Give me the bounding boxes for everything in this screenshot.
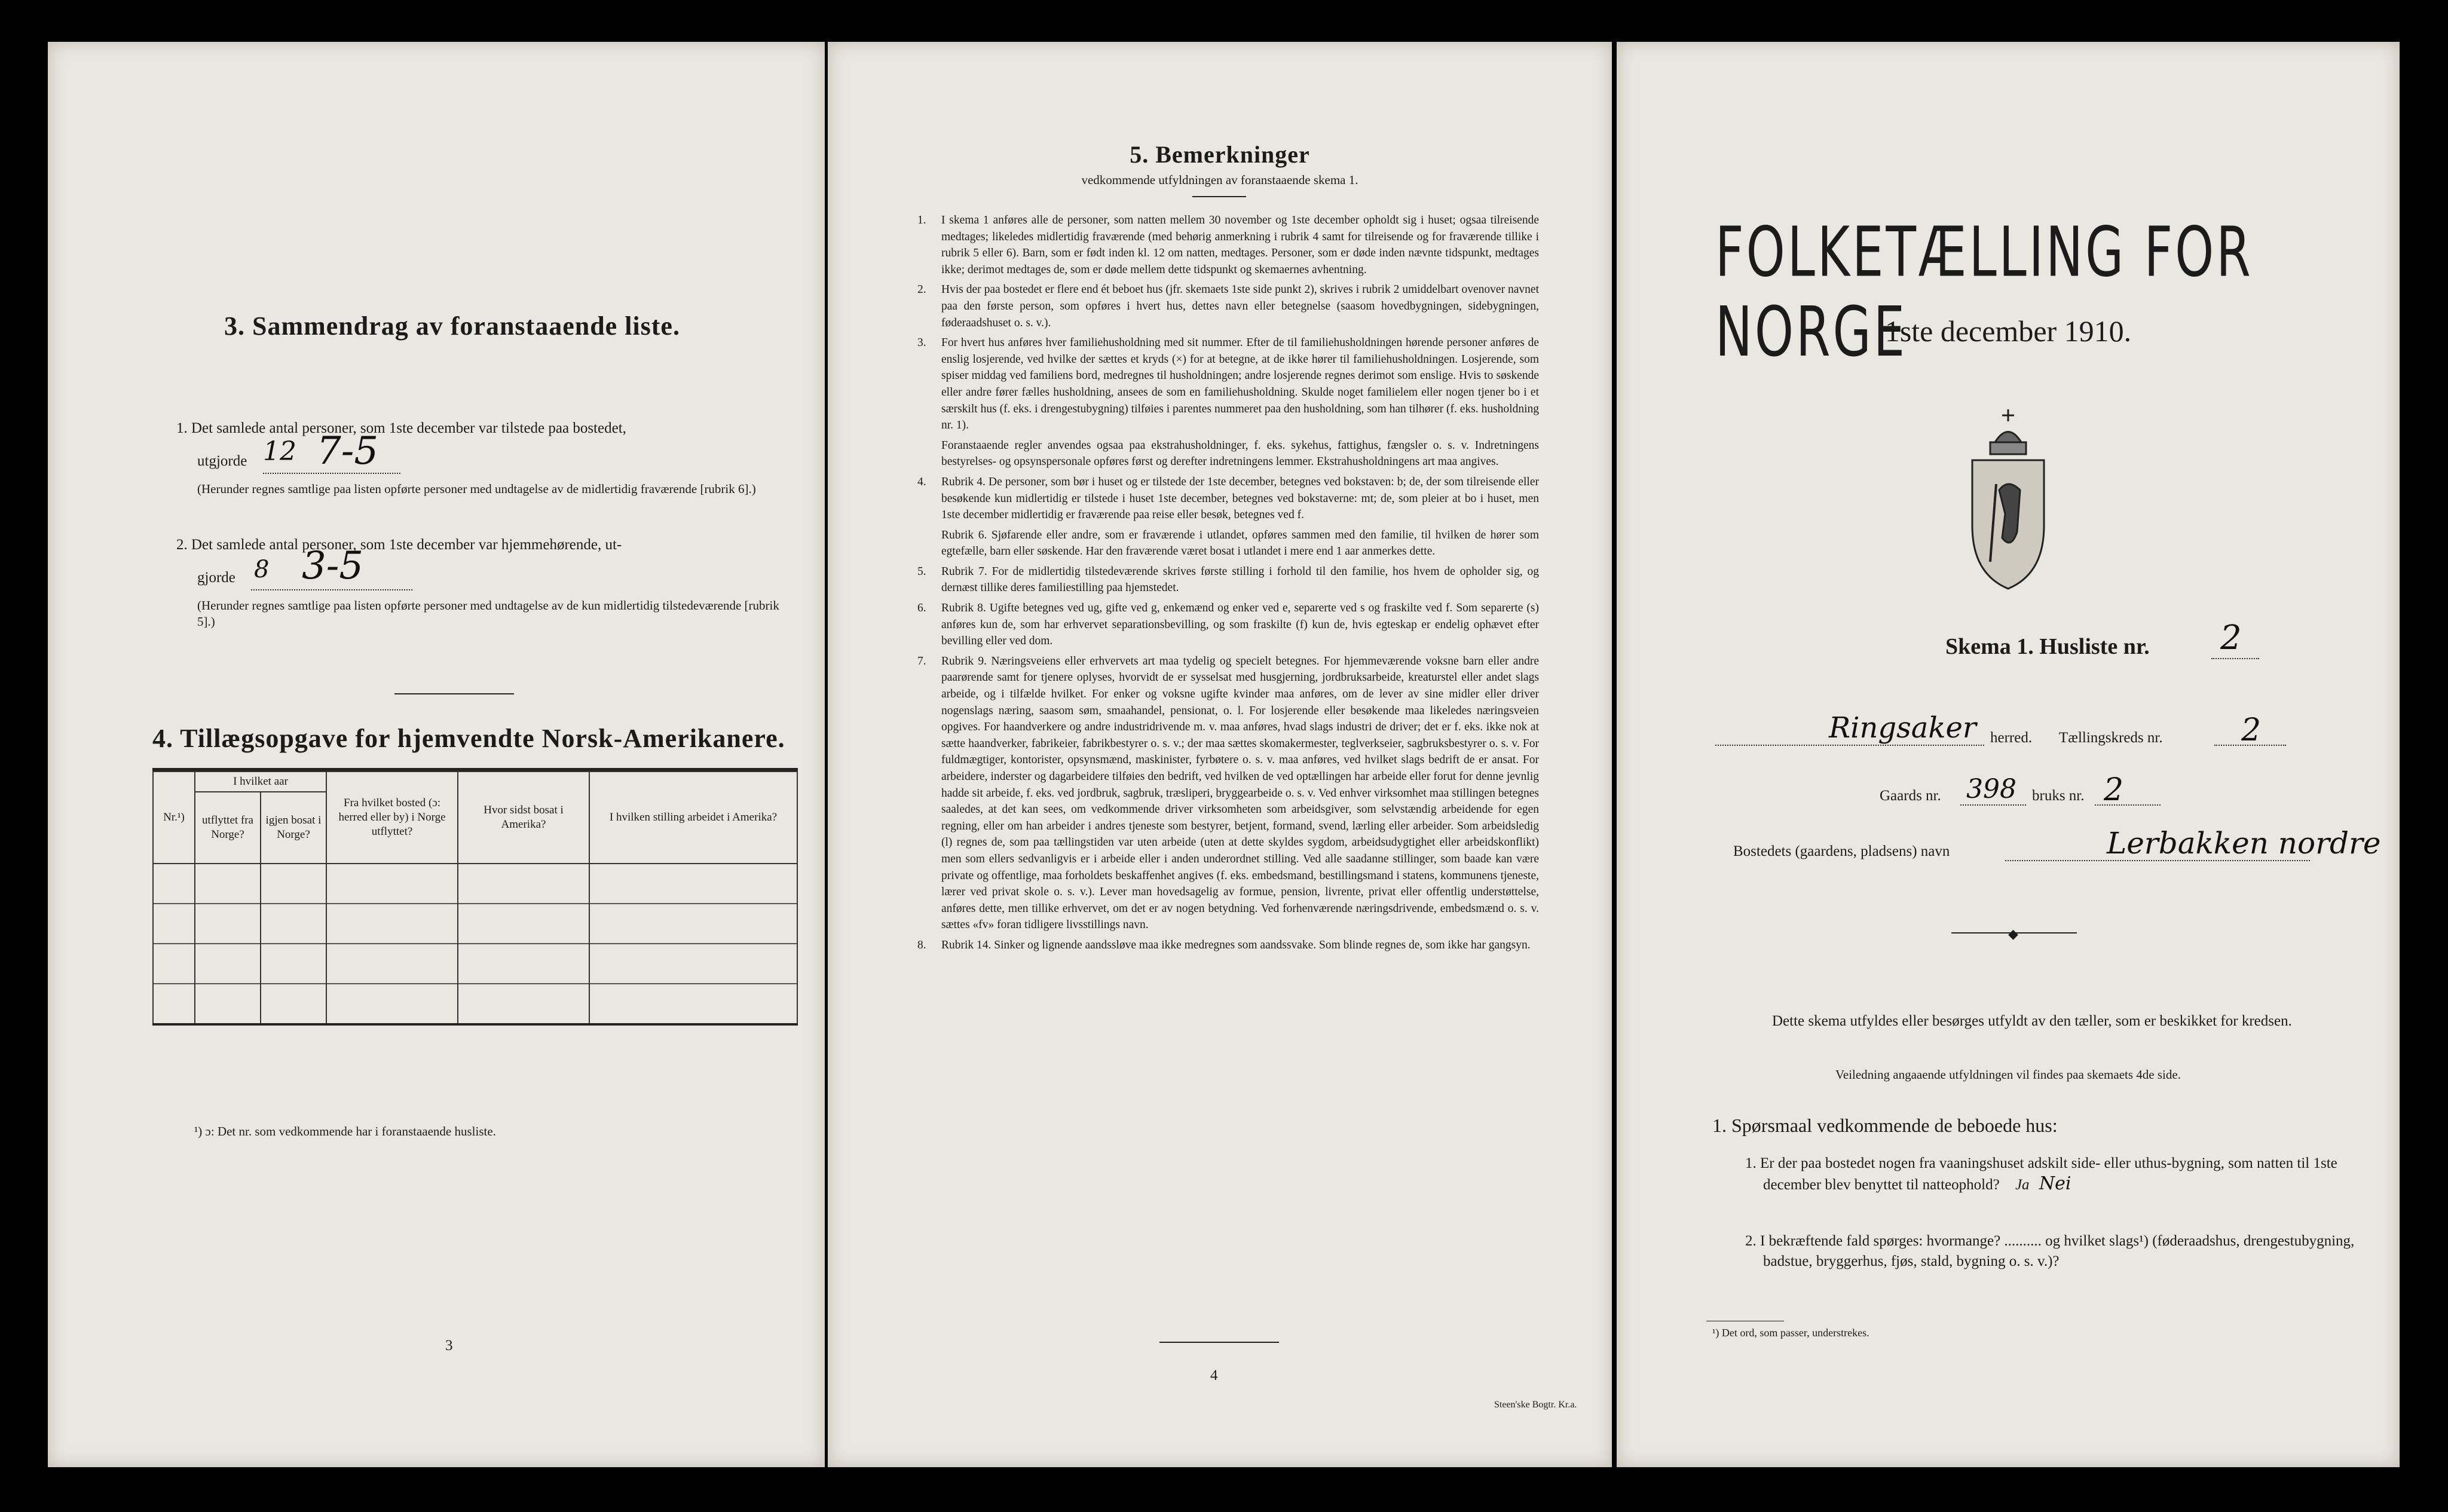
remark-4: 4. Rubrik 4. De personer, som bør i huset og er tilstede der 1ste december, betegnes ved bokstaven: b; de, der som tilreisende eller besøkende kun midlertidig er tilstede i huset 1ste december, betegnes ved bokstaverne: mt; de, som pleier at bo i huset, men 1ste december midlertidig er fraværende paa reise eller besøk, betegnes ved f. <box>917 475 1539 522</box>
item1-handwritten: 7-5 <box>317 429 379 473</box>
middle-page <box>828 42 1612 1467</box>
item2-text: 2. Det samlede antal personer, som 1ste december var hjemmehørende, ut- <box>176 537 622 553</box>
gaards-label: Gaards nr. <box>1880 788 1941 804</box>
remark-2: 2. Hvis der paa bostedet er flere end ét beboet hus (jfr. skemaets 1ste side punkt 2), skrives i rubrik 2 umiddelbart ovenover navnet paa den første person, som opføres i hvert hus, dettes navn eller betegnelse (saasom hovedbygningen, sidebygningen, føderaadshuset o. s. v.). <box>917 283 1539 329</box>
remarks-body <box>917 212 1539 957</box>
right-page <box>1617 42 2400 1467</box>
item1-value: 12 <box>263 436 296 467</box>
footnote: ¹) Det ord, som passer, understrekes. <box>1712 1327 1869 1339</box>
item1-dotline <box>263 472 400 474</box>
table-row <box>153 944 797 984</box>
col-bosted: Fra hvilket bosted (ɔ: herred eller by) i Norge utflyttet? <box>326 772 458 864</box>
remark-4b: Rubrik 6. Sjøfarende eller andre, som er fraværende i utlandet, opføres sammen med den familie, til hvilken de hører som egtefælle, barn eller søskende. Har den fraværende været bosat i utlandet i mere end 1 aar anmerkes dette. <box>941 528 1539 558</box>
section3-title: 3. Sammendrag av foranstaaende liste. <box>224 311 680 341</box>
bosted-label: Bostedets (gaardens, pladsens) navn <box>1733 843 1950 859</box>
herred-label: herred. <box>1990 730 2033 746</box>
census-title: FOLKETÆLLING FOR NORGE <box>1715 212 2253 372</box>
col-stilling: I hvilken stilling arbeidet i Amerika? <box>589 772 797 864</box>
bruks-label: bruks nr. <box>2032 788 2085 804</box>
table-row <box>153 904 797 944</box>
census-date: 1ste december 1910. <box>1884 314 2132 348</box>
guide-text: Veiledning angaaende utfyldningen vil findes paa skemaets 4de side. <box>1835 1067 2181 1082</box>
herred-handwritten: Ringsaker <box>1829 711 1976 745</box>
left-page <box>48 42 825 1467</box>
remark-8: 8. Rubrik 14. Sinker og lignende aandssløve maa ikke medregnes som aandssvake. Som blinde regnes de, som ikke har gangsyn. <box>917 938 1531 951</box>
husliste-dotline <box>2211 657 2259 659</box>
husliste-nr: 2 <box>2220 619 2242 657</box>
divider <box>394 693 514 694</box>
col-nr: Nr.¹) <box>153 772 195 864</box>
kreds-dotline <box>2214 744 2286 746</box>
kreds-label: Tællingskreds nr. <box>2059 730 2163 746</box>
remark-3: 3. For hvert hus anføres hver familiehusholdning med sit nummer. Efter de til familiehusholdningen hørende personer anføres de enslig losjerende, ved hvilke der sættes et kryds (×) for at betegne, at de ikke hører til familiehusholdningen. Losjerende, som spiser middag ved familiens bord, medregnes til husholdningen; andre losjerende regnes derimot som enslige. Hvis to søskende eller andre fører fælles husholdning, ansees de som en familiehusholdning. Skulde noget familielem eller nogen tjener bo i et særskilt hus (f. eks. i drengestubygning) tilføies i parentes nummeret paa den husholdning, som han tilhører (f. eks. husholdning nr. 1). <box>917 336 1539 432</box>
remark-3b: Foranstaaende regler anvendes ogsaa paa ekstrahusholdninger, f. eks. sykehus, fattighus, fængsler o. s. v. Indretningens bestyrelses- og opsynspersonale opføres først og derefter indretningens lemmer. Ekstrahusholdningens art maa angives. <box>941 439 1539 469</box>
col-igjen: igjen bosat i Norge? <box>261 792 326 864</box>
herred-dotline <box>1715 744 1984 746</box>
col-group-year: I hvilket aar <box>195 772 326 792</box>
item1-note: (Herunder regnes samtlige paa listen opførte personer med undtagelse av de midlertidig fraværende [rubrik 6].) <box>197 482 756 496</box>
ornament-icon: ◆ <box>2008 926 2018 941</box>
item2-dotline <box>251 589 412 590</box>
title-rule <box>1192 196 1246 197</box>
remark-5: 5. Rubrik 7. For de midlertidig tilstedeværende skrives første stilling i forhold til den familie, hos hvem de opholder sig, og dernæst tillike deres familiestilling paa hjemstedet. <box>917 565 1539 595</box>
instruction-text: Dette skema utfyldes eller besørges utfyldt av den tæller, som er beskikket for kredsen. <box>1772 1013 2292 1029</box>
col-utflyttet: utflyttet fra Norge? <box>195 792 261 864</box>
bosted-handwritten: Lerbakken nordre <box>2107 826 2381 861</box>
item2-handwritten: 3-5 <box>302 544 364 588</box>
item2-label: gjorde <box>197 570 235 586</box>
col-amerika-bosat: Hvor sidst bosat i Amerika? <box>458 772 589 864</box>
remark-1: 1. I skema 1 anføres alle de personer, som natten mellem 30 november og 1ste december opholdt sig i huset; ogsaa tilreisende medtages; likeledes midlertidig fraværende (med behørig anmerkning i rubrik 4 samt for tilreisende og for fraværende tillike i rubrik 5 eller 6). Barn, som er født inden kl. 12 om natten, medtages. Personer, som er døde inden nævnte tidspunkt, medtages ikke; derimot medtages de, som er døde mellem dette tidspunkt og skemaernes avhentning. <box>917 214 1539 276</box>
kreds-nr: 2 <box>2241 712 2262 748</box>
remark-6: 6. Rubrik 8. Ugifte betegnes ved ug, gifte ved g, enkemænd og enker ved e, separerte ved s og fraskilte ved f. Som separerte (s) anføres kun de, som har erhvervet separationsbevilling, og som fraskilte (f) kun de, hvis egteskap er endelig ophævet efter bevilling eller ved dom. <box>917 602 1539 648</box>
norsk-amerikanere-table <box>152 771 798 1026</box>
schema-label: Skema 1. Husliste nr. <box>1945 634 2150 659</box>
item2-note: (Herunder regnes samtlige paa listen opførte personer med undtagelse av de kun midlertidig tilstedeværende [rubrik 5].) <box>197 598 779 629</box>
bruks-dotline <box>2095 804 2161 806</box>
table-row <box>153 984 797 1024</box>
item1-text: 1. Det samlede antal personer, som 1ste december var tilstede paa bostedet, <box>176 420 626 436</box>
item2-value: 8 <box>254 556 270 583</box>
bruks-nr: 2 <box>2104 772 2124 808</box>
item1-label: utgjorde <box>197 453 247 469</box>
gaards-dotline <box>1960 804 2026 806</box>
q1-answer-label: Ja <box>2015 1177 2030 1193</box>
coat-of-arms-icon <box>1963 394 2053 595</box>
table-footnote: ¹) ɔ: Det nr. som vedkommende har i foranstaaende husliste. <box>194 1124 496 1138</box>
question-2: 2. I bekræftende fald spørges: hvormange? .......... og hvilket slags¹) (føderaadshus, drengestubygning, badstue, bryggerhus, fjøs, stald, bygning o. s. v.)? <box>1745 1233 2355 1269</box>
remarks-title: 5. Bemerkninger <box>1130 141 1310 168</box>
remarks-subtitle: vedkommende utfyldningen av foranstaaende skema 1. <box>1081 173 1358 187</box>
q1-answer-hand: Nei <box>2039 1173 2071 1194</box>
table-row <box>153 864 797 904</box>
page-number: 3 <box>445 1337 453 1354</box>
questions-title: 1. Spørsmaal vedkommende de beboede hus: <box>1712 1115 2058 1136</box>
bottom-rule <box>1159 1342 1279 1343</box>
remark-7: 7. Rubrik 9. Næringsveiens eller erhvervets art maa tydelig og specielt betegnes. For hjemmeværende voksne barn eller andre paarørende samt for tjenere oplyses, hvorvidt de er sysselsat med husgjerning, jordbruksarbeide, kreaturstel eller andet slags arbeide, og i tilfælde hvilket. For enker og voksne ugifte kvinder maa anføres, om de lever av sine midler eller driver nogenslags næring, saasom søm, smaahandel, pensionat, o. l. For losjerende eller besøkende maa likeledes næringsveien opgives. For haandverkere og andre industridrivende m. v. maa anføres, hvad slags industri de driver; det er f. eks. ikke nok at sætte haandverker, fabrikeier, fabrikbestyrer o. s. v.; der maa sættes skomakermester, teglverkseier, sagbruksbestyrer o. s. v. For fuldmægtiger, kontorister, opsynsmænd, maskinister, fyrbøtere o. s. v. maa anføres, ved hvilket slags bedrift de er ansat. For arbeidere, inderster og dagarbeidere tilføies den bedrift, ved hvilken de ved optællingen har arbeide eller forut for denne jevnlig hadde sit arbeide, f. eks. ved jordbruk, sagbruk, træsliperi, bryggearbeide o. s. v. Ved enhver virksomhet maa stillingen betegnes saaledes, at det kan sees, om vedkommende driver virksomheten som arbeidsgiver, som selvstændig arbeidende for egen regning, eller om han arbeider i andres tjeneste som bestyrer, betjent, formand, svend, lærling eller arbeider. Som arbeidsledig (l) regnes de, som paa tællingstiden var uten arbeide (uten at dette skyldes sygdom, arbeidsudygtighet eller arbeidskonflikt) men som ellers sedvanligvis er i arbeide eller i anden underordnet stilling. Ved alle saadanne stillinger, som baade kan være private og offentlige, maa forholdets beskaffenhet angives (f. eks. embedsmand, bestillingsmand i statens, kommunens tjeneste, lærer ved privat skole o. s. v.). Lever man hovedsagelig av formue, pension, livrente, privat eller offentlig understøttelse, anføres dette, men tillike erhvervet, om det er av nogen betydning. Ved forhenværende næringsdrivende, embedsmænd o. s. v. sættes «fv» foran tidligere livsstillings navn. <box>917 654 1539 932</box>
bosted-dotline <box>2005 859 2310 861</box>
section4-title: 4. Tillægsopgave for hjemvendte Norsk-Amerikanere. <box>152 724 785 753</box>
page-number: 4 <box>1210 1367 1218 1384</box>
question-1: 1. Er der paa bostedet nogen fra vaaningshuset adskilt side- eller uthus-bygning, som natten til 1ste december blev benyttet til natteophold? Ja Nei <box>1745 1155 2337 1194</box>
gaards-nr: 398 <box>1966 774 2016 804</box>
printer-mark: Steen'ske Bogtr. Kr.a. <box>1494 1400 1577 1410</box>
